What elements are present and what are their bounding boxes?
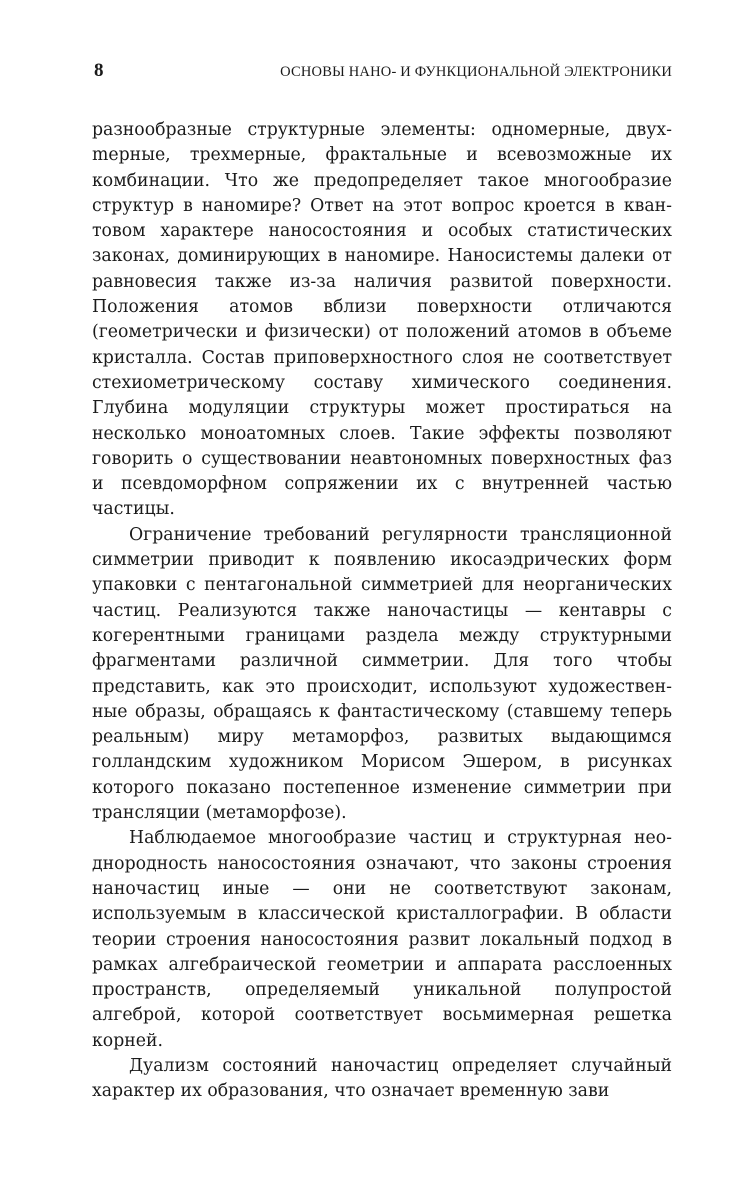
- paragraph-3: Наблюдаемое многообразие частиц и структурная неоднородность наносостояния означают, что законы строения наночастиц иные — они не соответствуют законам, используемым в классической кристаллографии. В области теории строения наносостояния развит локальный подход в рамках алгебраической геометрии и аппарата расслоенных пространств, определяемый уникальной полупростой алгеброй, которой соответствует восьмимерная решетка корней.: [92, 828, 672, 1051]
- book-page: [92, 60, 672, 1105]
- paragraph-1: разнообразные структурные элементы: одномерные, двухmерные, трехмерные, фрактальные и всевозможные их комбинации. Что же предопределяет такое многообразие структур в наномире? Ответ на этот вопрос кроется в квантовом характере наносостояния и особых статистических законах, доминирующих в наномире. Наносистемы далеки от равновесия также из-за наличия развитой поверхности. Положения атомов вблизи поверхности отличаются (геометрически и физически) от положений атомов в объеме кристалла. Состав приповерхностного слоя не соответствует стехиометрическому составу химического соединения. Глубина модуляции структуры может простираться на несколько моноатомных слоев. Такие эффекты позволяют говорить о существовании неавтономных поверхностных фаз и псевдоморфном сопряжении их с внутренней частью частицы.: [92, 120, 672, 520]
- running-head: [92, 60, 672, 100]
- paragraph-4: Дуализм состояний наночастиц определяет случайный характер их образования, что означает временную зави: [92, 1055, 672, 1102]
- body-text: [92, 118, 672, 1105]
- running-head-title: ОСНОВЫ НАНО- И ФУНКЦИОНАЛЬНОЙ ЭЛЕКТРОНИКИ: [280, 64, 672, 80]
- page-number: 8: [94, 60, 104, 81]
- paragraph-2: Ограничение требований регулярности трансляционной симметрии приводит к появлению икосаэдрических форм упаковки с пентагональной симметрией для неорганических частиц. Реализуются также наночастицы — кентавры с когерентными границами раздела между структурными фрагментами различной симметрии. Для того чтобы представить, как это происходит, используют художественные образы, обращаясь к фантастическому (ставшему теперь реальным) миру метаморфоз, развитых выдающимся голландским художником Морисом Эшером, в рисунках которого показано постепенное изменение симметрии при трансляции (метаморфозе).: [92, 524, 672, 824]
